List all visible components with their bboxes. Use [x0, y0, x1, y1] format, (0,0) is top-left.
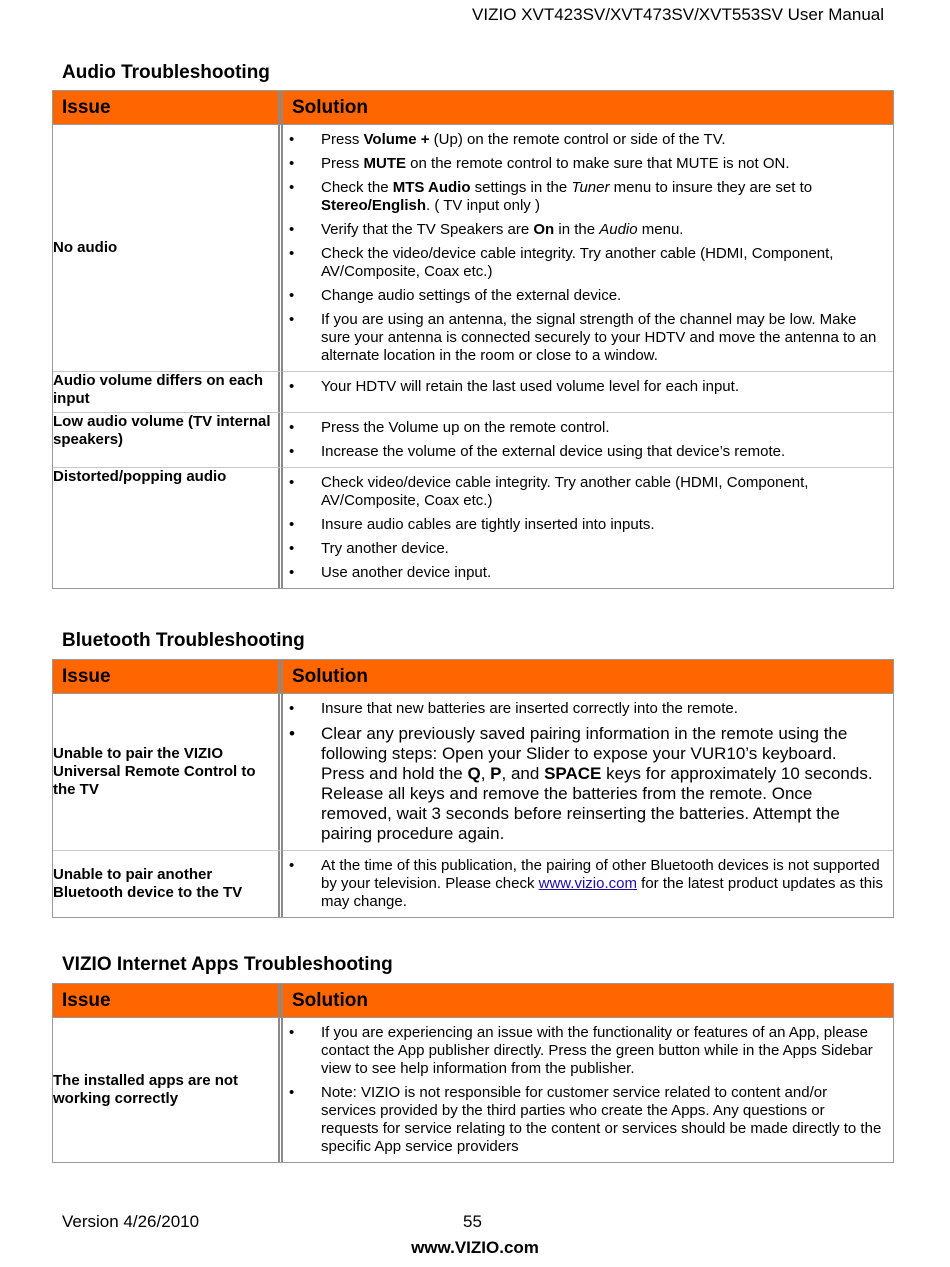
table-row	[53, 468, 893, 588]
table-header-row	[53, 660, 893, 694]
issue-header: Issue	[53, 984, 283, 1018]
version-label: Version 4/26/2010	[62, 1212, 200, 1231]
solution-item: • Verify that the TV Speakers are On in the Audio menu.	[283, 221, 883, 239]
audio-table	[52, 90, 894, 589]
solution-item: • Clear any previously saved pairing information in the remote using the following steps: Open your Slider to expose your VUR10’s keyboard. Press and hold the Q, P, and SPACE keys for approximately 10 seconds. Release all keys and remove the batteries from the remote. Once removed, wait 3 seconds before reinserting the batteries. Attempt the pairing procedure again.	[283, 724, 883, 844]
issue-cell: Unable to pair the VIZIO Universal Remote Control to the TV	[53, 694, 283, 851]
bluetooth-table	[52, 659, 894, 918]
solution-cell	[283, 125, 893, 372]
bluetooth-section-title: Bluetooth Troubleshooting	[62, 630, 305, 651]
issue-cell: Audio volume differs on each input	[53, 372, 283, 413]
solution-cell	[283, 372, 893, 413]
solution-item: • Check video/device cable integrity. Try another cable (HDMI, Component, AV/Composite, Coax etc.)	[283, 474, 883, 510]
table-row	[53, 851, 893, 917]
solution-item: • Increase the volume of the external device using that device’s remote.	[283, 443, 883, 461]
solution-item: • If you are experiencing an issue with the functionality or features of an App, please contact the App publisher directly. Press the green button while in the Apps Sidebar view to see help information from the publisher.	[283, 1024, 883, 1078]
table-row	[53, 1018, 893, 1162]
solution-item: • Use another device input.	[283, 564, 883, 582]
solution-item: • Insure that new batteries are inserted correctly into the remote.	[283, 700, 883, 718]
document-header: VIZIO XVT423SV/XVT473SV/XVT553SV User Manual	[472, 5, 884, 24]
solution-cell	[283, 694, 893, 851]
table-row	[53, 372, 893, 413]
solution-item: • Change audio settings of the external device.	[283, 287, 883, 305]
solution-cell	[283, 851, 893, 917]
apps-table	[52, 983, 894, 1163]
table-header-row	[53, 91, 893, 125]
issue-cell: Low audio volume (TV internal speakers)	[53, 413, 283, 468]
solution-item: • At the time of this publication, the pairing of other Bluetooth devices is not supported by your television. Please check www.vizio.com for the latest product updates as this may change.	[283, 857, 883, 911]
audio-section-title: Audio Troubleshooting	[62, 62, 270, 83]
table-row	[53, 125, 893, 372]
issue-cell: Distorted/popping audio	[53, 468, 283, 588]
solution-item: • Try another device.	[283, 540, 883, 558]
solution-item: • Press Volume + (Up) on the remote control or side of the TV.	[283, 131, 883, 149]
solution-cell	[283, 468, 893, 588]
vizio-website-link[interactable]: www.vizio.com	[538, 875, 637, 892]
solution-item: • Check the MTS Audio settings in the Tuner menu to insure they are set to Stereo/English. ( TV input only )	[283, 179, 883, 215]
footer-website: www.VIZIO.com	[411, 1238, 539, 1257]
page-number: 55	[463, 1212, 482, 1231]
table-row	[53, 413, 893, 468]
solution-item: • Your HDTV will retain the last used volume level for each input.	[283, 378, 883, 396]
issue-cell: Unable to pair another Bluetooth device to the TV	[53, 851, 283, 917]
issue-header: Issue	[53, 660, 283, 694]
solution-item: • Press the Volume up on the remote control.	[283, 419, 883, 437]
solution-item: • Insure audio cables are tightly inserted into inputs.	[283, 516, 883, 534]
issue-cell: The installed apps are not working correctly	[53, 1018, 283, 1162]
issue-cell: No audio	[53, 125, 283, 372]
apps-section-title: VIZIO Internet Apps Troubleshooting	[62, 954, 393, 975]
solution-item: • Note: VIZIO is not responsible for customer service related to content and/or services provided by the third parties who create the Apps. Any questions or requests for service relating to the content or services should be made directly to the specific App service providers	[283, 1084, 883, 1156]
solution-header: Solution	[283, 660, 893, 694]
table-header-row	[53, 984, 893, 1018]
solution-item: • Check the video/device cable integrity. Try another cable (HDMI, Component, AV/Composite, Coax etc.)	[283, 245, 883, 281]
table-row	[53, 694, 893, 851]
solution-header: Solution	[283, 984, 893, 1018]
issue-header: Issue	[53, 91, 283, 125]
solution-cell	[283, 413, 893, 468]
solution-item: • If you are using an antenna, the signal strength of the channel may be low. Make sure your antenna is connected securely to your HDTV and move the antenna to an alternate location in the room or close to a window.	[283, 311, 883, 365]
solution-cell	[283, 1018, 893, 1162]
solution-header: Solution	[283, 91, 893, 125]
solution-item: • Press MUTE on the remote control to make sure that MUTE is not ON.	[283, 155, 883, 173]
